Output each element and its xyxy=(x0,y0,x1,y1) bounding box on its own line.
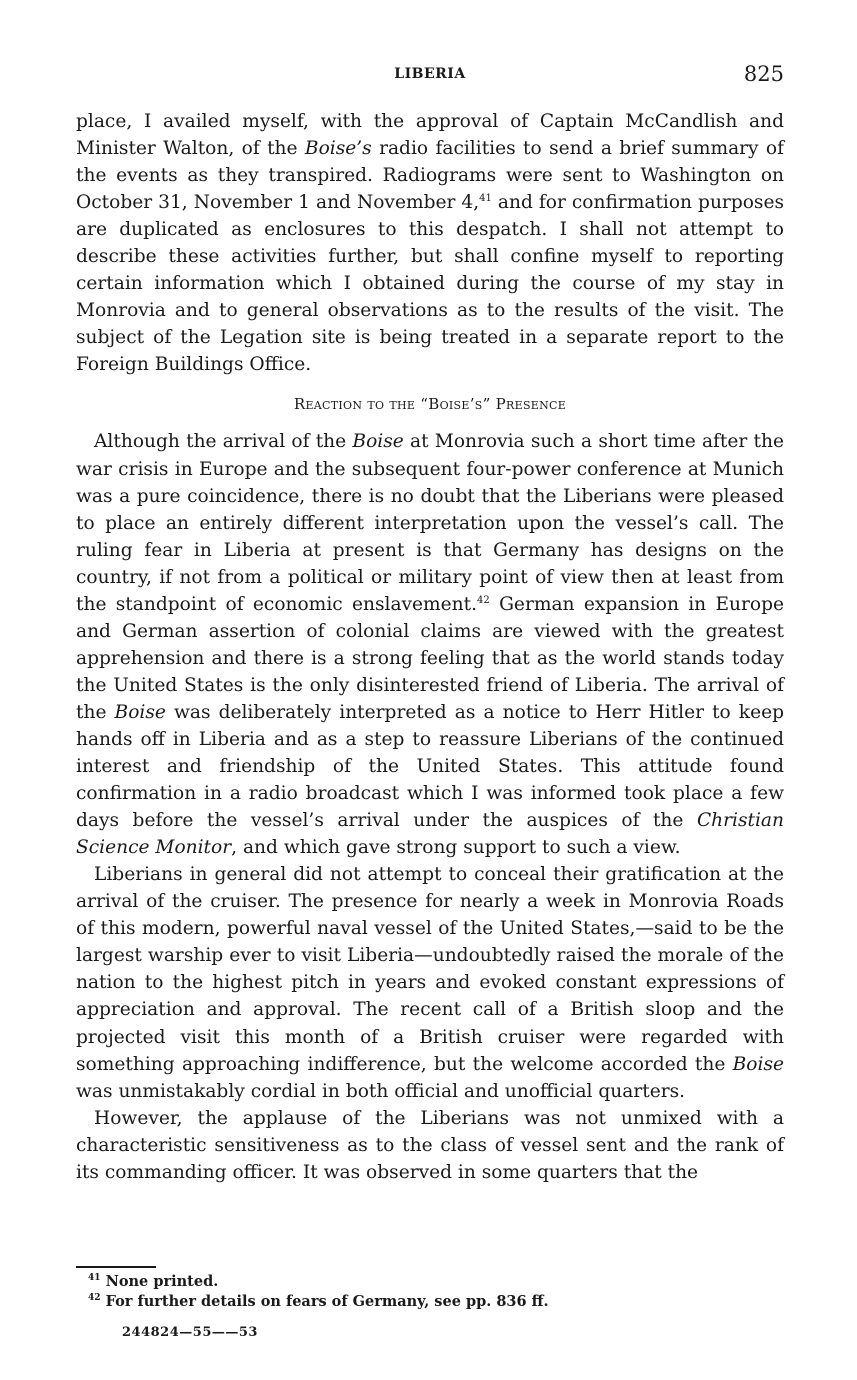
footnote-reference: 41 xyxy=(479,192,492,204)
footnote-divider xyxy=(76,1266,156,1268)
footnotes xyxy=(88,1272,784,1312)
page-number: 825 xyxy=(743,62,784,86)
running-head xyxy=(76,62,784,92)
italic-text: Boise xyxy=(114,701,166,723)
text-run: Liberians in general did not attempt to conceal their gratification at the arrival of the cruiser. The presence for nearly a week in Monrovia Roads of this modern, powerful naval vessel of the United States,—said to be the largest warship ever to visit Liberia—undoubtedly raised the morale of the nation to the highest pitch in years and evoked constant expressions of appreciation and approval. The recent call of a British sloop and the projected visit this month of a British cruiser were regarded with something approaching indifference, but the welcome accorded the xyxy=(76,864,784,1075)
italic-text: Boise’s xyxy=(304,138,372,160)
footnote-text: For further details on fears of Germany, see pp. 836 ff. xyxy=(105,1293,549,1310)
text-run: was unmistakably cordial in both official and unofficial quarters. xyxy=(76,1080,686,1102)
print-code: 244824—55——53 xyxy=(122,1325,258,1340)
paragraph xyxy=(76,861,784,1104)
paragraph xyxy=(76,428,784,861)
text-run: at Monrovia such a short time after the war crisis in Europe and the subsequent four-power conference at Munich was a pure coincidence, there is no doubt that the Liberians were pleased to place an entirely different interpretation upon the vessel’s call. The ruling fear in Liberia at present is that Germany has designs on the country, if not from a political or military point of view then at least from the standpoint of economic enslavement. xyxy=(76,431,784,615)
italic-text: Boise xyxy=(732,1053,784,1075)
footnote-marker: 41 xyxy=(88,1273,101,1284)
italic-text: Christian Science Monitor xyxy=(76,810,784,859)
section-heading: Reaction to the “Boise’s” Presence xyxy=(293,395,567,414)
footnote-marker: 42 xyxy=(88,1293,101,1304)
text-run: However, the applause of the Liberians was not unmixed with a characteristic sensitiveness as to the class of vessel sent and the rank of its commanding officer. It was observed in some quarters that the xyxy=(76,1107,784,1183)
running-title: LIBERIA xyxy=(394,66,466,82)
footnote-text: None printed. xyxy=(105,1273,219,1290)
footnote xyxy=(88,1272,784,1292)
paragraph xyxy=(76,1105,784,1186)
text-run: and for confirmation purposes are duplicated as enclosures to this despatch. I shall not attempt to describe these activities further, but shall confine myself to reporting certain information which I obtained during the course of my stay in Monrovia and to general observations as to the results of the visit. The subject of the Legation site is being treated in a separate report to the Foreign Buildings Office. xyxy=(76,192,785,376)
text-run: was deliberately interpreted as a notice to Herr Hitler to keep hands off in Liberia and as a step to reassure Liberians of the continued interest and friendship of the United States. This attitude found confirmation in a radio broadcast which I was informed took place a few days before the vessel’s arrival under the auspices of the xyxy=(76,701,784,832)
text-run: radio facilities to send a brief summary of the events as they transpired. Radiograms were sent to Washington on October 31, November 1 and November 4, xyxy=(76,138,785,214)
footnote-reference: 42 xyxy=(477,594,490,606)
text-run: German expansion in Europe and German assertion of colonial claims are viewed with the greatest apprehension and there is a strong feeling that as the world stands today the United States is the only disinterested friend of Liberia. The arrival of the xyxy=(76,593,785,723)
text-run: , and which gave strong support to such a view. xyxy=(231,837,681,859)
footnote xyxy=(88,1292,784,1312)
italic-text: Boise xyxy=(352,431,404,453)
text-run: Although the arrival of the xyxy=(94,431,353,453)
paragraph-continued xyxy=(76,108,784,378)
text-run: place, I availed myself, with the approval of Captain McCandlish and Minister Walton, of the xyxy=(76,111,784,160)
body-text xyxy=(76,108,784,1186)
